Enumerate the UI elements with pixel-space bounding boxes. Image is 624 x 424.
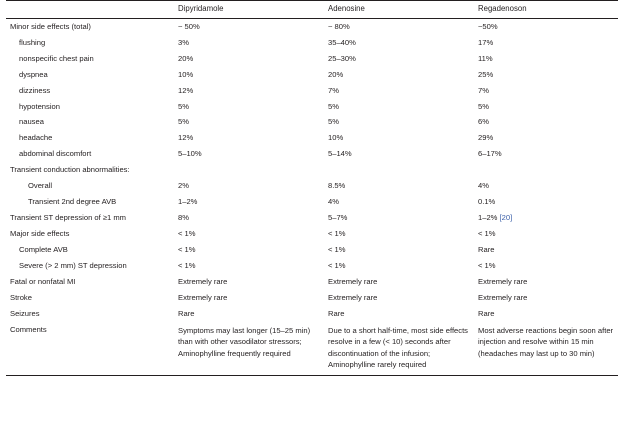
row-value: ~ 80% <box>328 21 350 31</box>
row-label: abdominal discomfort <box>19 149 92 159</box>
row-value: 2% <box>178 181 189 191</box>
row-value: Rare <box>478 245 495 255</box>
column-header-adenosine: Adenosine <box>324 1 474 19</box>
row-value: 1–2% <box>178 197 198 207</box>
row-label: dizziness <box>19 85 51 95</box>
row-value: 1–2% [20] <box>478 213 513 223</box>
row-value: Extremely rare <box>178 293 228 303</box>
row-value: < 1% <box>328 245 346 255</box>
row-value: 4% <box>478 181 489 191</box>
row-value: 25% <box>478 69 494 79</box>
row-value: 5% <box>178 101 189 111</box>
row-value: 25–30% <box>328 53 356 63</box>
row-value: 3% <box>178 37 189 47</box>
table-row <box>6 179 618 195</box>
table-header <box>6 1 618 19</box>
row-label: Severe (> 2 mm) ST depression <box>19 261 127 271</box>
row-value: Symptoms may last longer (15–25 min) than with other vasodilator stressors; Aminophylline frequently required <box>174 322 324 375</box>
row-value: 29% <box>478 133 494 143</box>
row-label: Minor side effects (total) <box>10 21 91 31</box>
row-value <box>174 163 324 179</box>
table-row <box>6 322 618 375</box>
row-label: Transient 2nd degree AVB <box>28 197 117 207</box>
row-value: 5% <box>178 117 189 127</box>
table-body <box>6 19 618 376</box>
row-value: Most adverse reactions begin soon after injection and resolve within 15 min (headaches may last up to 30 min) <box>474 322 618 375</box>
row-value: < 1% <box>328 261 346 271</box>
row-value: 10% <box>328 133 344 143</box>
row-value: 5% <box>478 101 489 111</box>
row-value: ~ 50% <box>178 21 200 31</box>
row-value: 17% <box>478 37 494 47</box>
row-label: Overall <box>28 181 53 191</box>
table-row <box>6 259 618 275</box>
table-row <box>6 227 618 243</box>
row-label: nausea <box>19 117 44 127</box>
row-value: 7% <box>478 85 489 95</box>
table-row <box>6 291 618 307</box>
row-value: Extremely rare <box>178 277 228 287</box>
table-row <box>6 147 618 163</box>
row-value: 35–40% <box>328 37 356 47</box>
row-value: ~50% <box>478 21 498 31</box>
row-value: < 1% <box>328 229 346 239</box>
column-header-dipyridamole: Dipyridamole <box>174 1 324 19</box>
row-value: Extremely rare <box>328 293 378 303</box>
table-row <box>6 115 618 131</box>
row-value: 5–10% <box>178 149 202 159</box>
table-row <box>6 131 618 147</box>
table-row <box>6 67 618 83</box>
row-value <box>324 163 474 179</box>
column-header-0 <box>6 1 174 19</box>
row-value: < 1% <box>178 245 196 255</box>
row-label: Transient ST depression of ≥1 mm <box>10 213 127 223</box>
row-label: Seizures <box>10 309 40 319</box>
row-value: 6% <box>478 117 489 127</box>
row-value: Extremely rare <box>478 293 528 303</box>
row-value: Extremely rare <box>328 277 378 287</box>
row-value: 12% <box>178 133 194 143</box>
row-value: 5–14% <box>328 149 352 159</box>
row-value: 0.1% <box>478 197 496 207</box>
row-value: 12% <box>178 85 194 95</box>
citation-reference[interactable]: [20] <box>499 213 513 223</box>
row-label: headache <box>19 133 53 143</box>
row-value: 20% <box>178 53 194 63</box>
row-label: dyspnea <box>19 69 48 79</box>
row-value: Extremely rare <box>478 277 528 287</box>
row-value <box>474 163 618 179</box>
row-label: Transient conduction abnormalities: <box>10 165 130 175</box>
table-row <box>6 163 618 179</box>
row-label: Complete AVB <box>19 245 68 255</box>
table-row <box>6 275 618 291</box>
table-header-row <box>6 1 618 19</box>
row-label: Stroke <box>10 293 32 303</box>
side-effects-comparison-table <box>6 0 618 376</box>
table-row <box>6 99 618 115</box>
table-row <box>6 195 618 211</box>
row-value: < 1% <box>478 229 496 239</box>
column-header-regadenoson: Regadenoson <box>474 1 618 19</box>
row-value: 20% <box>328 69 344 79</box>
row-label: flushing <box>19 37 46 47</box>
row-value: < 1% <box>178 261 196 271</box>
table-row <box>6 19 618 35</box>
row-value: 6–17% <box>478 149 502 159</box>
row-value: 5% <box>328 117 339 127</box>
row-value: Rare <box>478 309 495 319</box>
row-value: 8% <box>178 213 189 223</box>
row-value: 5–7% <box>328 213 348 223</box>
row-label: Comments <box>6 322 174 375</box>
row-value: 10% <box>178 69 194 79</box>
table-row <box>6 35 618 51</box>
row-value: Due to a short half-time, most side effects resolve in a few (< 10) seconds after discontinuation of the infusion; Aminophylline rarely required <box>324 322 474 375</box>
row-value: 8.5% <box>328 181 346 191</box>
row-value: 5% <box>328 101 339 111</box>
row-label: Fatal or nonfatal MI <box>10 277 76 287</box>
table-row <box>6 243 618 259</box>
row-label: hypotension <box>19 101 60 111</box>
row-value: Rare <box>178 309 195 319</box>
table-row <box>6 307 618 323</box>
row-value: 11% <box>478 53 493 63</box>
row-value: < 1% <box>478 261 496 271</box>
row-value: 7% <box>328 85 339 95</box>
row-label: nonspecific chest pain <box>19 53 94 63</box>
row-value: < 1% <box>178 229 196 239</box>
table-row <box>6 51 618 67</box>
row-value: Rare <box>328 309 345 319</box>
table-row <box>6 83 618 99</box>
row-value: 4% <box>328 197 339 207</box>
row-label: Major side effects <box>10 229 70 239</box>
table-row <box>6 211 618 227</box>
